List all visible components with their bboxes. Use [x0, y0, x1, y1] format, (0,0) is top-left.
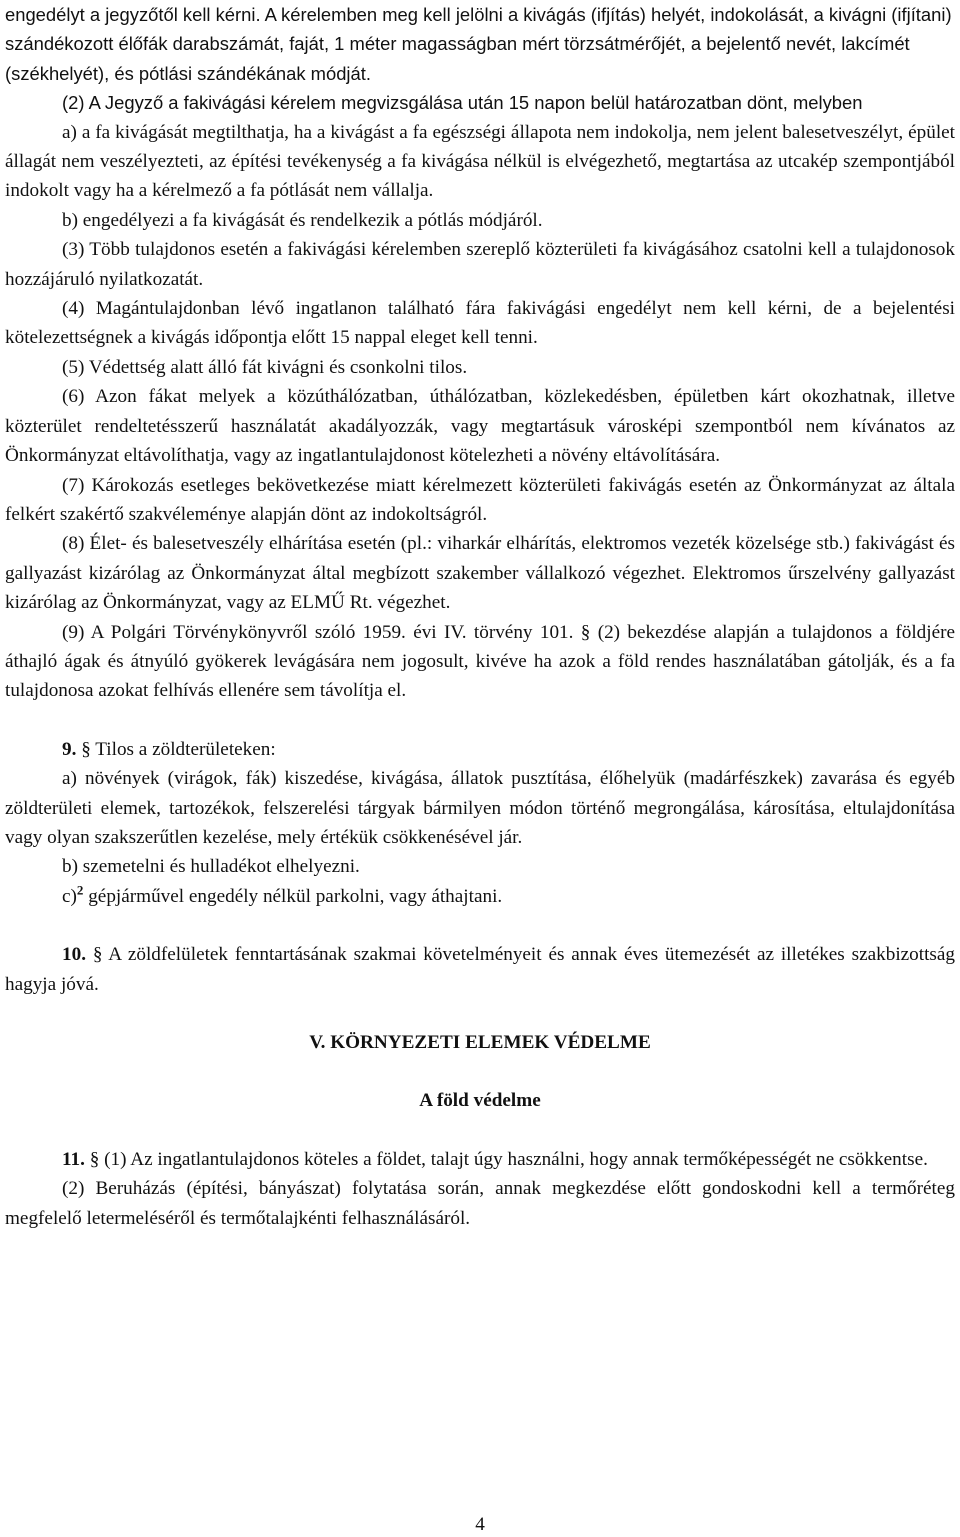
- page-number: 4: [475, 1514, 485, 1535]
- paragraph-2a: a) a fa kivágását megtilthatja, ha a kivágást a fa egészségi állapota nem indokolja, nem jelent balesetveszélyt, épület állagát nem veszélyezteti, az építési tevékenység a fa kivágása nélkül is elvégezhető, megtartása az utcakép szempontjából indokolt vagy ha a kérelmező a fa pótlását nem vállalja.: [5, 121, 955, 202]
- paragraph-5: (5) Védettség alatt álló fát kivágni és csonkolni tilos.: [62, 356, 468, 378]
- paragraph-4: (4) Magántulajdonban lévő ingatlanon található fára fakivágási engedélyt nem kell kérni, de a bejelentési kötelezettségnek a kivágás időpontja előtt 15 nappal eleget kell tenni.: [5, 298, 955, 349]
- paragraph-7: (7) Károkozás esetleges bekövetkezése miatt kérelmezett közterületi fakivágás esetén az Önkormányzat az általa felkért szakértő szakvéleménye alapján dönt az indokoltságról.: [5, 474, 955, 525]
- spacer: [5, 1116, 955, 1145]
- text-span: gépjárművel engedély nélkül parkolni, vagy áthajtani.: [83, 885, 503, 907]
- section-9a: a) növények (virágok, fák) kiszedése, kivágása, állatok pusztítása, élőhelyük (madárfészkek) zavarása és egyéb zöldterületi elemek, tartozékok, felszerelési tárgyak bármilyen módon történő megrongálása, károsítása, eltulajdonítása vagy olyan szakszerűtlen kezelése, mely értékük csökkenésével jár.: [5, 768, 955, 848]
- section-number: 11.: [62, 1148, 85, 1170]
- section-9-title: [5, 735, 955, 764]
- text-span: A kérelemben meg kell jelölni a kivágás (ifjítás) helyét, indokolását, a kivágni (ifjítani) szándékozott élőfák darabszámát, faját, 1 méter magasságban mért törzsátmérőjét, a bejelentő nevét, lakcímét (székhelyét), és pótlási szándékának módját.: [5, 4, 952, 84]
- spacer: [5, 999, 955, 1028]
- section-number: 10.: [62, 944, 86, 966]
- spacer: [5, 911, 955, 940]
- section-9b: b) szemetelni és hulladékot elhelyezni.: [62, 856, 360, 878]
- text-span: § (1) Az ingatlantulajdonos köteles a földet, talajt úgy használni, hogy annak termőképességét ne csökkentse.: [84, 1148, 928, 1170]
- spacer: [5, 706, 955, 735]
- paragraph-6: (6) Azon fákat melyek a közúthálózatban, úthálózatban, közlekedésben, épületben kárt okozhatnak, illetve közterület rendeltetésszerű használatát akadályozzák, vagy megtartásuk városképi szempontból nem kívánatos az Önkormányzat eltávolíthatja, vagy az ingatlantulajdonost kötelezheti a növény eltávolítására.: [5, 386, 955, 467]
- spacer: [5, 1057, 955, 1086]
- text-span: § A zöldfelületek fenntartásának szakmai követelményeit és annak éves ütemezését az illetékes szakbizottság hagyja jóvá.: [5, 944, 955, 995]
- chapter-heading: V. KÖRNYEZETI ELEMEK VÉDELME: [309, 1032, 651, 1053]
- paragraph-2b: b) engedélyezi a fa kivágását és rendelkezik a pótlás módjáról.: [62, 209, 543, 231]
- section-number: 9.: [62, 738, 77, 760]
- paragraph-2: (2) A Jegyző a fakivágási kérelem megvizsgálása után 15 napon belül határozatban dönt, melyben: [62, 92, 863, 114]
- footnote-marker[interactable]: 2: [76, 882, 84, 898]
- text-span: c): [62, 885, 77, 907]
- text-span: § Tilos a zöldterületeken:: [76, 738, 276, 760]
- section-11: [5, 1145, 955, 1174]
- paragraph-9: (9) A Polgári Törvénykönyvről szóló 1959. évi IV. törvény 101. § (2) bekezdése alapján a tulajdonos a földjére áthajló ágak és átnyúló gyökerek levágására nem jogosult, kivéve ha azok a föld rendes használatában gátolják, és a fa tulajdonosa azokat felhívás ellenére sem távolítja el.: [5, 621, 955, 702]
- paragraph-3: (3) Több tulajdonos esetén a fakivágási kérelemben szereplő közterületi fa kivágásához csatolni kell a tulajdonosok hozzájáruló nyilatkozatát.: [5, 239, 955, 290]
- document-page: [5, 0, 955, 1233]
- text-span: engedélyt a jegyzőtől kell kérni.: [5, 4, 261, 25]
- section-10: [5, 940, 955, 999]
- subsection-heading: A föld védelme: [419, 1090, 541, 1112]
- paragraph-8: (8) Élet- és balesetveszély elhárítása esetén (pl.: viharkár elhárítás, elektromos vezeték közelsége stb.) fakivágást és gallyazást kizárólag az Önkormányzat által megbízott szakember vállalkozó végezhet. Elektromos űrszelvény gallyazást kizárólag az Önkormányzat, vagy az ELMŰ Rt. végezhet.: [5, 533, 955, 614]
- section-11-2: (2) Beruházás (építési, bányászat) folytatása során, annak megkezdése előtt gondoskodni kell a termőréteg megfelelő letermeléséről és termőtalajkénti felhasználásáról.: [5, 1178, 955, 1229]
- paragraph-1-continuation: [5, 0, 955, 88]
- section-9c: [5, 882, 955, 911]
